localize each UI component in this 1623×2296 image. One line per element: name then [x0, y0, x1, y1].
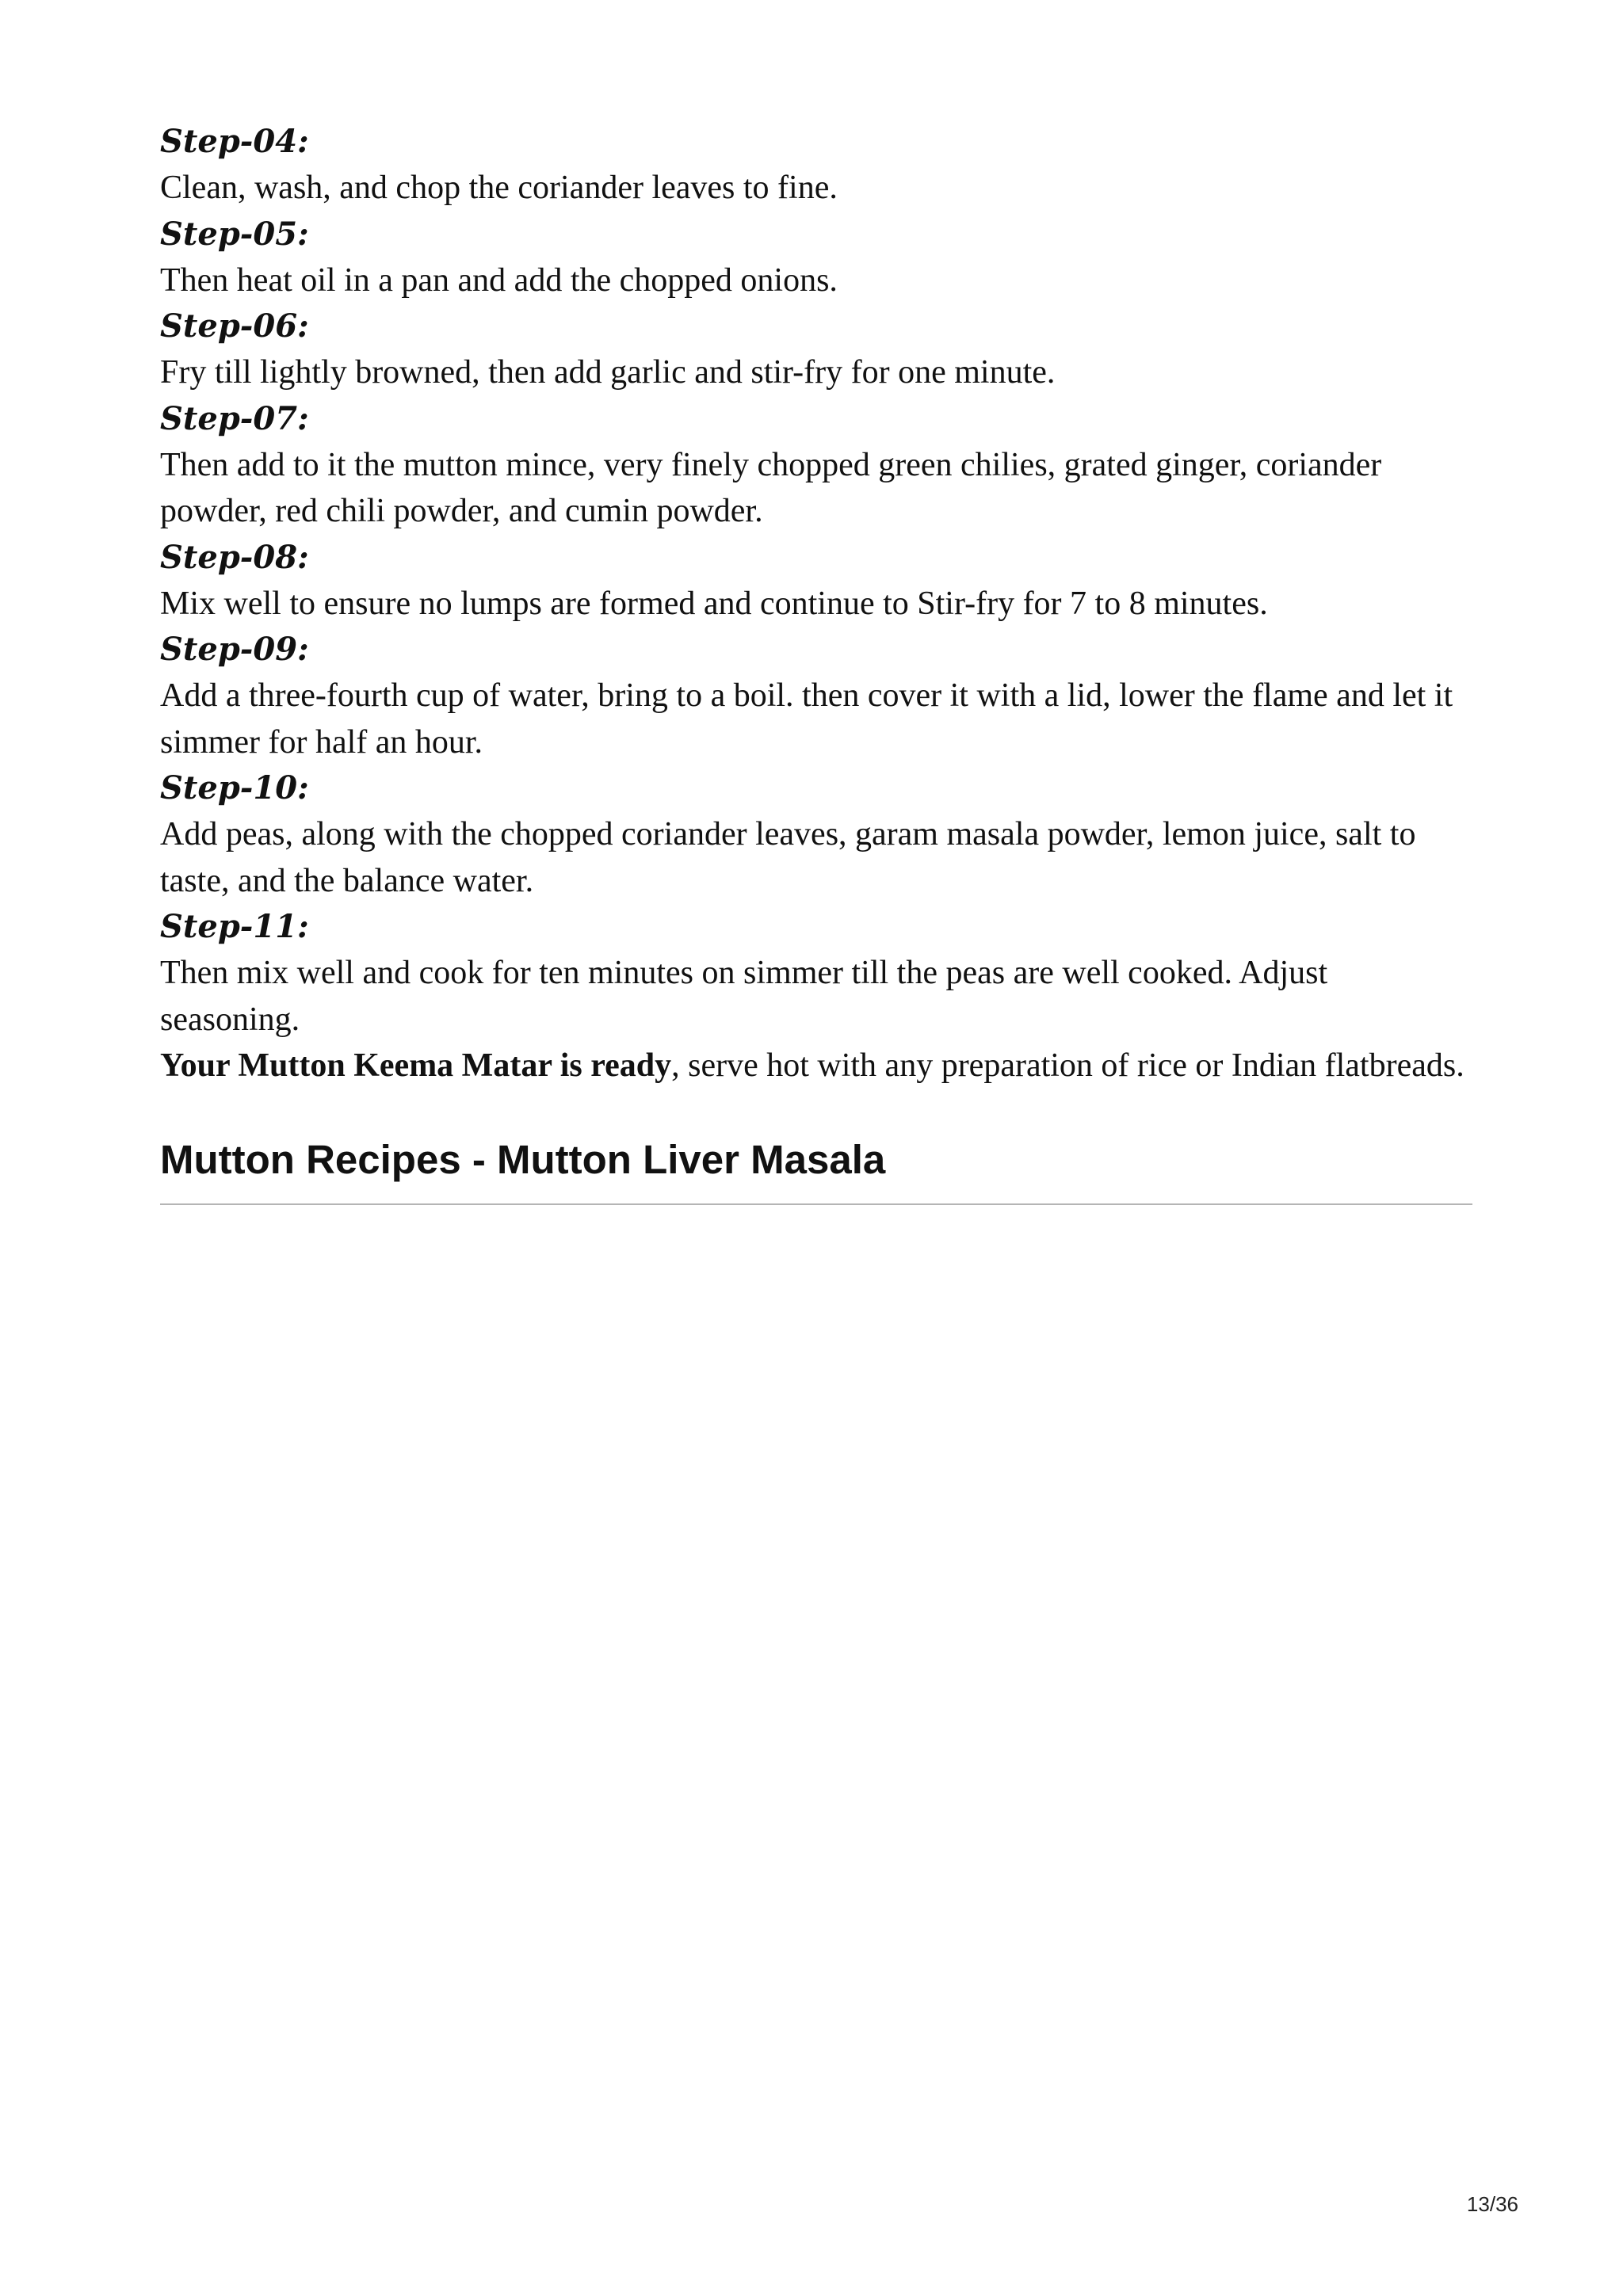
step-09-text: Add a three-fourth cup of water, bring to a boil. then cover it with a lid, lower the flame and let it simmer for half an hour.	[160, 677, 1453, 761]
step-05-heading: Step-05:	[160, 215, 309, 253]
section-heading: Mutton Recipes - Mutton Liver Masala	[160, 1134, 1472, 1205]
closing-paragraph	[160, 1043, 1472, 1089]
step-08-heading: Step-08:	[160, 538, 309, 576]
closing-bold-text: Your Mutton Keema Matar is ready	[160, 1047, 672, 1084]
step-04-heading: Step-04:	[160, 123, 309, 160]
step-08-text: Mix well to ensure no lumps are formed and continue to Stir-fry for 7 to 8 minutes.	[160, 585, 1268, 622]
step-11-heading: Step-11:	[160, 908, 309, 945]
step-06-text: Fry till lightly browned, then add garlic and stir-fry for one minute.	[160, 354, 1056, 391]
page-number: 13/36	[1466, 2192, 1518, 2216]
document-page	[160, 119, 1472, 1205]
step-07-text: Then add to it the mutton mince, very finely chopped green chilies, grated ginger, coriander powder, red chili powder, and cumin powder.	[160, 446, 1382, 529]
step-10-heading: Step-10:	[160, 769, 309, 807]
step-05-text: Then heat oil in a pan and add the chopped onions.	[160, 261, 838, 299]
step-07-heading: Step-07:	[160, 399, 309, 437]
step-10-text: Add peas, along with the chopped coriander leaves, garam masala powder, lemon juice, salt to taste, and the balance water.	[160, 816, 1416, 899]
closing-rest-text: , serve hot with any preparation of rice or Indian flatbreads.	[671, 1047, 1465, 1084]
step-09-heading: Step-09:	[160, 631, 309, 668]
step-04-text: Clean, wash, and chop the coriander leaves to fine.	[160, 170, 838, 206]
step-06-heading: Step-06:	[160, 307, 309, 345]
step-11-text: Then mix well and cook for ten minutes on simmer till the peas are well cooked. Adjust seasoning.	[160, 955, 1328, 1038]
